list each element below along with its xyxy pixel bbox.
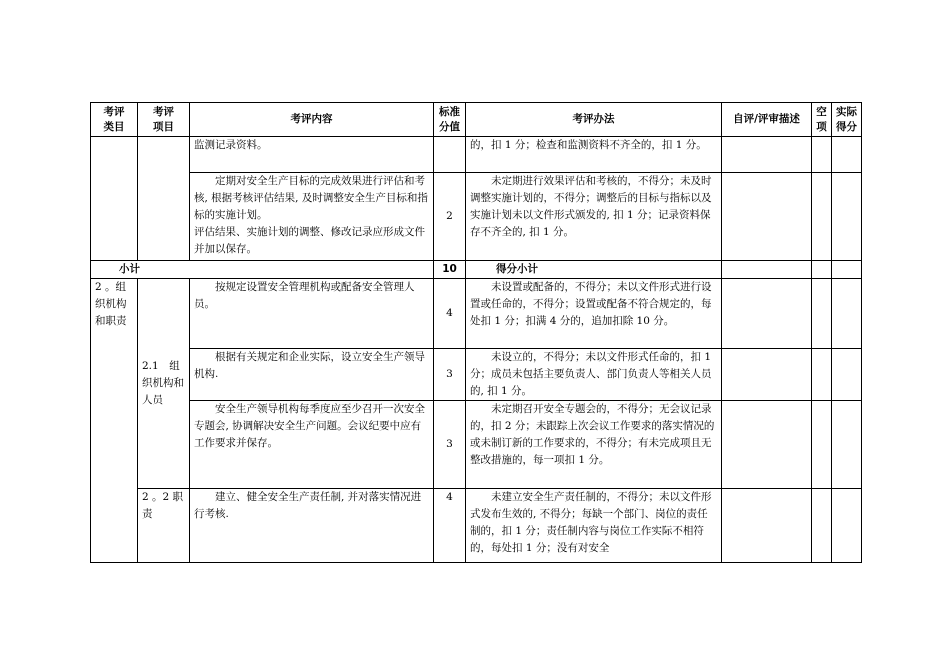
method-cell: 未定期召开安全专题会的，不得分；无会议记录的，扣 2 分；未跟踪上次会议工作要求的落实情况的或未制订新的工作要求的，不得分；有未完成项且无整改措施的，每一项扣 1 分。	[466, 401, 722, 489]
table-row	[91, 489, 862, 563]
actual-score-cell	[832, 173, 862, 261]
score-cell: 3	[434, 349, 466, 401]
actual-score-cell	[832, 489, 862, 563]
method-cell: 未定期进行效果评估和考核的，不得分；未及时调整实施计划的，不得分；调整后的目标与指标以及实施计划未以文件形式颁发的, 扣 1 分；记录资料保存不齐全的, 扣 1 分。	[466, 173, 722, 261]
actual-score-cell	[832, 349, 862, 401]
blank-cell	[812, 401, 832, 489]
method-cell: 未建立安全生产责任制的，不得分；未以文件形式发布生效的, 不得分；每缺一个部门、岗位的责任制的，扣 1 分；责任制内容与岗位工作实际不相符的，每处扣 1 分；没有对安全	[466, 489, 722, 563]
subtotal-row	[91, 261, 862, 279]
blank-cell	[812, 261, 832, 279]
score-cell	[434, 137, 466, 173]
method-cell: 未设立的，不得分；未以文件形式任命的，扣 1 分；成员未包括主要负责人、部门负责人等相关人员的, 扣 1 分。	[466, 349, 722, 401]
score-cell: 4	[434, 489, 466, 563]
table-row	[91, 349, 862, 401]
header-content: 考评内容	[190, 103, 434, 137]
self-review-cell	[722, 261, 812, 279]
blank-cell	[812, 137, 832, 173]
content-cell: 建立、健全安全生产责任制, 并对落实情况进行考核.	[190, 489, 434, 563]
blank-cell	[812, 489, 832, 563]
score-cell: 3	[434, 401, 466, 489]
actual-score-cell	[832, 261, 862, 279]
header-actual-score: 实际 得分	[832, 103, 862, 137]
category-cell: 2 。组织机构和职责	[91, 279, 138, 563]
blank-cell	[812, 173, 832, 261]
self-review-cell	[722, 401, 812, 489]
header-method: 考评办法	[466, 103, 722, 137]
blank-cell	[812, 279, 832, 349]
method-cell: 未设置或配备的，不得分；未以文件形式进行设置或任命的，不得分；设置或配备不符合规定的，每处扣 1 分；扣满 4 分的，追加扣除 10 分。	[466, 279, 722, 349]
table-row	[91, 401, 862, 489]
content-cell: 根据有关规定和企业实际，设立安全生产领导机构.	[190, 349, 434, 401]
content-cell: 按规定设置安全管理机构或配备安全管理人员。	[190, 279, 434, 349]
content-cell: 监测记录资料。	[190, 137, 434, 173]
subtotal-score: 10	[434, 261, 466, 279]
header-category: 考评 类目	[91, 103, 138, 137]
table-row	[91, 137, 862, 173]
header-blank-item: 空 项	[812, 103, 832, 137]
self-review-cell	[722, 173, 812, 261]
content-cell: 定期对安全生产目标的完成效果进行评估和考核, 根据考核评估结果, 及时调整安全生产目标和指标的实施计划。 评估结果、实施计划的调整、修改记录应形成文件并加以保存。	[190, 173, 434, 261]
header-item: 考评 项目	[138, 103, 190, 137]
table-row	[91, 173, 862, 261]
actual-score-cell	[832, 137, 862, 173]
item-cell: 2.1 组织机构和人员	[138, 279, 190, 489]
actual-score-cell	[832, 279, 862, 349]
self-review-cell	[722, 489, 812, 563]
score-cell: 2	[434, 173, 466, 261]
subtotal-method-label: 得分小计	[466, 261, 722, 279]
item-cell-empty	[138, 137, 190, 261]
subtotal-label: 小计	[91, 261, 434, 279]
self-review-cell	[722, 349, 812, 401]
header-score: 标准 分值	[434, 103, 466, 137]
self-review-cell	[722, 137, 812, 173]
content-cell: 安全生产领导机构每季度应至少召开一次安全专题会, 协调解决安全生产问题。会议纪要中应有工作要求并保存。	[190, 401, 434, 489]
header-row	[91, 103, 862, 137]
header-self-review: 自评/评审描述	[722, 103, 812, 137]
evaluation-table	[90, 102, 862, 563]
actual-score-cell	[832, 401, 862, 489]
category-cell-empty	[91, 137, 138, 261]
method-cell: 的，扣 1 分；检查和监测资料不齐全的，扣 1 分。	[466, 137, 722, 173]
item-cell: 2 。2 职责	[138, 489, 190, 563]
table-row	[91, 279, 862, 349]
self-review-cell	[722, 279, 812, 349]
blank-cell	[812, 349, 832, 401]
score-cell: 4	[434, 279, 466, 349]
